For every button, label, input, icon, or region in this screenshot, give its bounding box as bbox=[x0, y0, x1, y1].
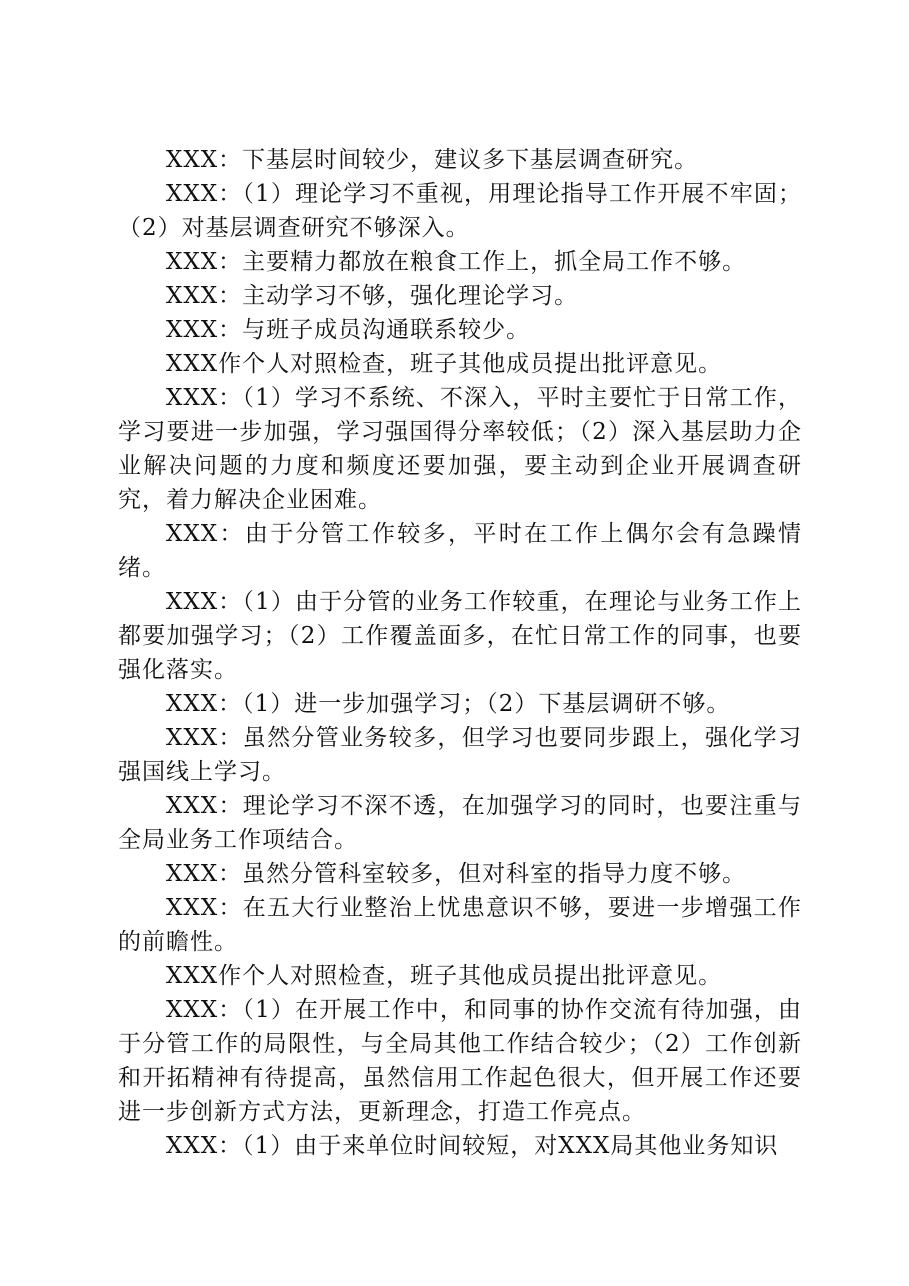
document-body bbox=[118, 143, 802, 1163]
paragraph: XXX：（1）进一步加强学习；（2）下基层调研不够。 bbox=[166, 691, 731, 717]
paragraph: XXX：与班子成员沟通联系较少。 bbox=[166, 317, 531, 343]
paragraph: XXX：（1）理论学习不重视，用理论指导工作开展不牢固；（2）对基层调查研究不够深入。 bbox=[118, 181, 802, 241]
paragraph: XXX作个人对照检查，班子其他成员提出批评意见。 bbox=[166, 351, 723, 377]
paragraph: XXX：虽然分管科室较多，但对科室的指导力度不够。 bbox=[166, 861, 747, 887]
paragraph: XXX作个人对照检查，班子其他成员提出批评意见。 bbox=[166, 963, 723, 989]
paragraph: XXX：主动学习不够，强化理论学习。 bbox=[166, 283, 579, 309]
paragraph: XXX：在五大行业整治上忧患意识不够，要进一步增强工作的前瞻性。 bbox=[118, 895, 802, 955]
paragraph: XXX：由于分管工作较多，平时在工作上偶尔会有急躁情绪。 bbox=[118, 521, 802, 581]
paragraph: XXX：理论学习不深不透，在加强学习的同时，也要注重与全局业务工作项结合。 bbox=[118, 793, 802, 853]
paragraph: XXX：主要精力都放在粮食工作上，抓全局工作不够。 bbox=[166, 249, 747, 275]
paragraph: XXX：下基层时间较少，建议多下基层调查研究。 bbox=[166, 147, 699, 173]
paragraph: XXX：（1）由于来单位时间较短，对XXX局其他业务知识 bbox=[166, 1133, 779, 1159]
paragraph: XXX：（1）在开展工作中，和同事的协作交流有待加强，由于分管工作的局限性，与全局其他工作结合较少；（2）工作创新和开拓精神有待提高，虽然信用工作起色很大，但开展工作还要进一步创新方式方法，更新理念，打造工作亮点。 bbox=[118, 997, 802, 1125]
paragraph: XXX：（1）由于分管的业务工作较重，在理论与业务工作上都要加强学习；（2）工作覆盖面多，在忙日常工作的同事，也要强化落实。 bbox=[118, 589, 802, 683]
paragraph: XXX：（1）学习不系统、不深入，平时主要忙于日常工作，学习要进一步加强，学习强国得分率较低；（2）深入基层助力企业解决问题的力度和频度还要加强，要主动到企业开展调查研究，着力解决企业困难。 bbox=[118, 385, 802, 513]
paragraph: XXX：虽然分管业务较多，但学习也要同步跟上，强化学习强国线上学习。 bbox=[118, 725, 802, 785]
